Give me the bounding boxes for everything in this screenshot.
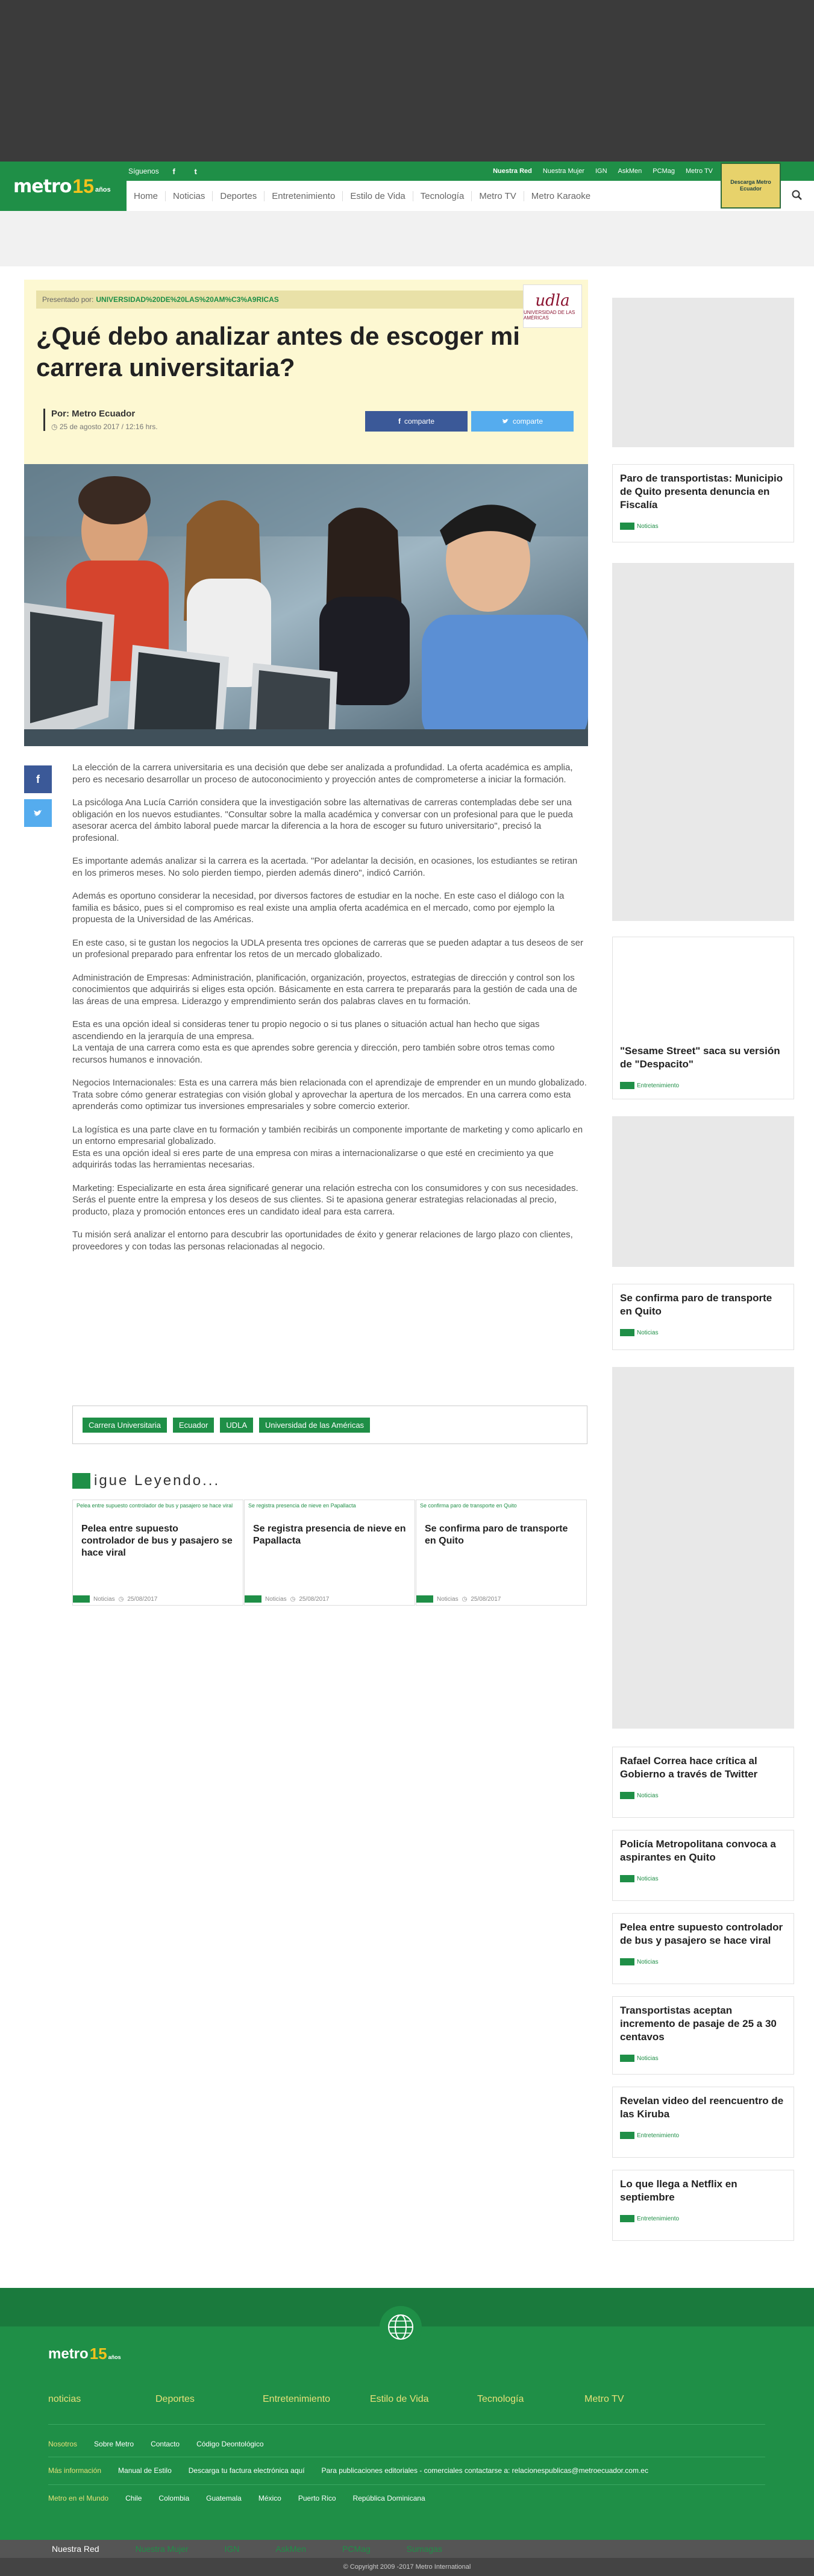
- related-date: 25/08/2017: [471, 1595, 501, 1603]
- sponsor-logo-main: udla: [535, 292, 570, 310]
- footer-row-label: Nosotros: [48, 2440, 78, 2448]
- main-nav: [127, 181, 598, 211]
- nav-item-deportes[interactable]: Deportes: [213, 191, 265, 201]
- sponsor-logo-sub: UNIVERSIDAD DE LAS AMÉRICAS: [524, 310, 575, 321]
- site-logo[interactable]: [0, 162, 127, 211]
- sidebar-card-title: Lo que llega a Netflix en septiembre: [620, 2178, 737, 2203]
- footer-category-link[interactable]: noticias: [48, 2394, 81, 2404]
- nav-item-estilo-de-vida[interactable]: Estilo de Vida: [343, 191, 413, 201]
- tag-link[interactable]: Universidad de las Américas: [259, 1418, 370, 1433]
- twitter-icon: [502, 418, 509, 424]
- nav-item-entretenimiento[interactable]: Entretenimiento: [265, 191, 343, 201]
- sidebar-ad: [612, 1367, 794, 1729]
- article-paragraph: La psicóloga Ana Lucía Carrión considera que la investigación sobre las alternativas de carreras contempladas debe ser una obligación en los nuevos estudiantes. "Consultar sobre la malla académica y conversar con un profesional para que le pueda asesorar acerca del ámbito laboral puede marcar la diferencia a la hora de escoger su futuro universitario", precisó la profesional.: [72, 797, 573, 843]
- tag-link[interactable]: UDLA: [220, 1418, 253, 1433]
- sidebar-card-title: Pelea entre supuesto controlador de bus y pasajero se hace viral: [620, 1921, 783, 1946]
- footer-row-label: Metro en el Mundo: [48, 2494, 109, 2502]
- side-share-twitter[interactable]: [24, 799, 52, 827]
- article-paragraph: Administración de Empresas: Administración, planificación, organización, proyectos, estrategias de dirección y control son los conocimientos que adquirirás si eliges esta opción. Básicamente en esta carrera te prepararás para la gestión de cada una de las áreas de una empresa. Liderazgo y emprendimiento serán dos palabras claves en tu formación.: [72, 972, 578, 1007]
- related-category: Noticias: [437, 1595, 459, 1603]
- share-facebook-label: comparte: [404, 417, 435, 426]
- sidebar-card-category-label: Noticias: [637, 1329, 659, 1336]
- sidebar-card[interactable]: [612, 937, 794, 1099]
- sidebar-card[interactable]: [612, 1830, 794, 1901]
- presented-label: Presentado por:: [42, 295, 94, 304]
- clock-icon: ◷: [462, 1595, 468, 1603]
- footer-link[interactable]: Puerto Rico: [298, 2494, 336, 2502]
- footer-category-link[interactable]: Entretenimiento: [263, 2394, 331, 2404]
- related-date: 25/08/2017: [299, 1595, 330, 1603]
- sidebar-card-category-label: Entretenimiento: [637, 2215, 680, 2222]
- tag-link[interactable]: Ecuador: [173, 1418, 214, 1433]
- network-link[interactable]: Metro TV: [685, 168, 713, 175]
- promo-banner[interactable]: [721, 163, 781, 209]
- network-bar-link[interactable]: Nuestra Mujer: [135, 2544, 189, 2554]
- sidebar-ad: [612, 563, 794, 921]
- related-meta: [416, 1595, 501, 1603]
- network-bar-link[interactable]: Nuestra Red: [52, 2544, 99, 2554]
- facebook-icon[interactable]: f: [172, 166, 175, 176]
- top-ad-area: [0, 0, 814, 162]
- article-paragraph: Marketing: Especializarte en esta área significaré generar una relación estrecha con los consumidores y con sus necesidades. Serás el puente entre la empresa y los deseos de sus clientes. Si te apasiona generar estrategias relacionadas al precio, producto, plaza y promoción entonces eres un candidato ideal para esta carrera.: [72, 1183, 578, 1217]
- article-paragraph: La elección de la carrera universitaria es una decisión que debe ser analizada a profundidad. La oferta académica es amplia, pero es necesario desarrollar un proceso de autoconocimiento y proyección antes de comprometerse a iniciar la formación.: [72, 762, 573, 785]
- article-paragraph: La logística es una parte clave en tu formación y también recibirás un componente importante de marketing y como aplicarlo en un entorno empresarial globalizado. Esta es una opción ideal si eres parte de una empresa con miras a internacionalizarse o que esté en crecimiento ya que adquirirás todas las herramientas necesarias.: [72, 1124, 583, 1170]
- footer-categories: [48, 2394, 692, 2405]
- sidebar-card-category: [620, 1329, 786, 1336]
- sidebar-card[interactable]: [612, 1913, 794, 1984]
- footer-row-mundo: [48, 2494, 425, 2502]
- article-header: [24, 280, 588, 464]
- footer-link[interactable]: República Dominicana: [352, 2494, 425, 2502]
- sidebar-card-category-label: Noticias: [637, 523, 659, 530]
- sidebar-card-category: [620, 2132, 786, 2139]
- nav-item-metro-karaoke[interactable]: Metro Karaoke: [531, 190, 591, 201]
- category-chip: [620, 1958, 634, 1965]
- sidebar-card-category-label: Noticias: [637, 2055, 659, 2062]
- footer-divider: [48, 2424, 765, 2425]
- share-twitter-button[interactable]: [471, 411, 574, 432]
- sidebar-card-category-label: Noticias: [637, 1875, 659, 1882]
- nav-item-home[interactable]: Home: [127, 191, 166, 201]
- footer-logo[interactable]: [48, 2345, 121, 2363]
- related-meta: [73, 1595, 157, 1603]
- share-facebook-button[interactable]: [365, 411, 468, 432]
- sidebar-ad: [612, 1116, 794, 1267]
- tag-link[interactable]: Carrera Universitaria: [83, 1418, 167, 1433]
- article-paragraph: Esta es una opción ideal si consideras tener tu propio negocio o si tus planes o situación actual han hecho que sigas ascendiendo en la jerarquía de una empresa. La ventaja de una carrera como esta es que aprendes sobre gerencia y dirección, pero también sobre otros temas como recursos humanos e innovación.: [72, 1019, 555, 1065]
- twitter-icon: [33, 809, 43, 817]
- article-date-text: 25 de agosto 2017 / 12:16 hrs.: [59, 423, 158, 431]
- related-heading-text: igue Leyendo...: [94, 1472, 221, 1489]
- related-card[interactable]: [72, 1500, 243, 1606]
- facebook-icon: f: [398, 417, 401, 426]
- category-chip: [620, 523, 634, 530]
- sidebar-card[interactable]: [612, 1747, 794, 1818]
- sidebar-card[interactable]: [612, 2087, 794, 2158]
- network-link[interactable]: PCMag: [653, 168, 675, 175]
- nav-item-tecnologia[interactable]: Tecnología: [413, 191, 472, 201]
- footer-link[interactable]: Descarga tu factura electrónica aquí: [188, 2466, 305, 2475]
- sidebar-card-title: Revelan video del reencuentro de las Kiruba: [620, 2095, 784, 2120]
- category-chip: [73, 1595, 90, 1603]
- logo-suffix: años: [95, 186, 111, 193]
- presented-sponsor[interactable]: UNIVERSIDAD%20DE%20LAS%20AM%C3%A9RICAS: [96, 295, 279, 304]
- footer-link[interactable]: Para publicaciones editoriales - comerciales contactarse a: relacionespublicas@metroecuador.com.ec: [321, 2466, 648, 2475]
- footer-link[interactable]: Sobre Metro: [94, 2440, 134, 2448]
- promo-text: Descarga Metro Ecuador: [730, 179, 771, 192]
- logo-text: metro: [13, 175, 72, 197]
- article-paragraph: Además es oportuno considerar la necesidad, por diversos factores de estudiar en la noche. En este caso el diálogo con la familia es básico, pues si el compromiso es real existe una amplia oferta académica en el mercado, como por ejemplo la propuesta de la Universidad de las Américas.: [72, 891, 565, 925]
- footer-logo-suffix: años: [108, 2354, 121, 2360]
- clock-icon: ◷: [118, 1595, 124, 1603]
- sidebar-card-category: [620, 1792, 786, 1799]
- category-chip: [620, 1329, 634, 1336]
- site-footer: [0, 2288, 814, 2568]
- category-chip: [416, 1595, 433, 1603]
- facebook-icon: f: [36, 773, 40, 785]
- footer-link[interactable]: Colombia: [158, 2494, 190, 2502]
- category-chip: [620, 2132, 634, 2139]
- clock-icon: ◷: [51, 423, 60, 431]
- sidebar-card-category: [620, 2055, 786, 2062]
- related-title: Se registra presencia de nieve en Papallacta: [253, 1524, 406, 1546]
- related-meta: [245, 1595, 329, 1603]
- article-paragraph: Negocios Internacionales: Esta es una carrera más bien relacionada con el aprendizaje de emprender en un mundo globalizado. Trata sobre cómo generar estrategias con visión global y aprovechar la apertura de los mercados. En una carrera como esta aprenderás como optimizar tus inversiones empresariales y sobre comercio exterior.: [72, 1078, 587, 1111]
- sidebar-card[interactable]: [612, 1996, 794, 2075]
- nav-item-metro-tv[interactable]: Metro TV: [472, 191, 524, 201]
- sidebar-card[interactable]: [612, 2170, 794, 2241]
- copyright: © Copyright 2009 -2017 Metro International: [0, 2558, 814, 2576]
- sidebar-card-title: Se confirma paro de transporte en Quito: [620, 1292, 772, 1317]
- sidebar-card-category: [620, 1082, 786, 1089]
- article-title: ¿Qué debo analizar antes de escoger mi carrera universitaria?: [36, 322, 520, 382]
- network-link[interactable]: Nuestra Mujer: [542, 168, 584, 175]
- sidebar-card-title: Rafael Correa hace crítica al Gobierno a través de Twitter: [620, 1755, 758, 1780]
- network-links: [493, 162, 713, 181]
- related-title: Se confirma paro de transporte en Quito: [425, 1524, 568, 1546]
- footer-row-nosotros: [48, 2440, 264, 2448]
- network-bar-link[interactable]: Sumagas: [406, 2544, 442, 2554]
- related-kicker: Pelea entre supuesto controlador de bus y pasajero se hace viral: [77, 1503, 233, 1509]
- follow-label: Síguenos: [128, 167, 159, 175]
- ad-band: [0, 211, 814, 266]
- search-icon[interactable]: [791, 189, 803, 201]
- related-card[interactable]: [244, 1500, 415, 1606]
- related-title: Pelea entre supuesto controlador de bus y pasajero se hace viral: [81, 1524, 233, 1558]
- footer-divider: [48, 2484, 765, 2485]
- article-paragraph: Tu misión será analizar el entorno para descubrir las oportunidades de éxito y generar relaciones de largo plazo con clientes, proveedores y con todas las personas relacionadas al negocio.: [72, 1230, 573, 1252]
- sidebar-card-category-label: Entretenimiento: [637, 2132, 680, 2139]
- footer-link[interactable]: Chile: [125, 2494, 142, 2502]
- category-chip: [620, 1875, 634, 1882]
- network-link[interactable]: IGN: [595, 168, 607, 175]
- presented-by-bar: [36, 291, 542, 309]
- logo-number: 15: [72, 175, 94, 197]
- twitter-icon[interactable]: t: [194, 166, 197, 176]
- site-header: [0, 162, 814, 211]
- article-paragraph: En este caso, si te gustan los negocios la UDLA presenta tres opciones de carreras que se pueden adaptar a tus deseos de ser un profesional preparado para enfrentar los retos de un mercado globalizado.: [72, 937, 584, 960]
- sidebar-card[interactable]: [612, 464, 794, 542]
- globe-icon: [380, 2306, 422, 2348]
- sidebar-card-category-label: Noticias: [637, 1792, 659, 1799]
- sidebar-card-category-label: Noticias: [637, 1958, 659, 1965]
- social-links: [128, 162, 202, 181]
- related-date: 25/08/2017: [127, 1595, 158, 1603]
- sidebar-card-title: Paro de transportistas: Municipio de Quito presenta denuncia en Fiscalía: [620, 473, 783, 510]
- category-chip: [245, 1595, 261, 1603]
- sidebar-card-category: [620, 523, 786, 530]
- footer-link[interactable]: Guatemala: [206, 2494, 242, 2502]
- sidebar-card-category: [620, 1875, 786, 1882]
- heading-mark: [72, 1473, 90, 1489]
- network-link[interactable]: Nuestra Red: [493, 168, 532, 175]
- nav-item-noticias[interactable]: Noticias: [166, 191, 213, 201]
- network-bar-link[interactable]: AskMen: [275, 2544, 306, 2554]
- related-kicker: Se registra presencia de nieve en Papallacta: [248, 1503, 356, 1509]
- hero-image: [24, 464, 588, 746]
- related-category: Noticias: [265, 1595, 287, 1603]
- network-bar-link[interactable]: PCMag: [342, 2544, 371, 2554]
- category-chip: [620, 2055, 634, 2062]
- article-date: [51, 423, 158, 431]
- sidebar-card-category-label: Entretenimiento: [637, 1082, 680, 1089]
- sidebar-card-category: [620, 2215, 786, 2222]
- footer-link[interactable]: México: [258, 2494, 281, 2502]
- byline: [43, 409, 158, 431]
- footer-logo-text: metro: [48, 2345, 89, 2362]
- footer-category-link[interactable]: Tecnología: [477, 2394, 524, 2404]
- related-category: Noticias: [93, 1595, 115, 1603]
- sponsor-logo[interactable]: [523, 284, 582, 328]
- sidebar-card-title: "Sesame Street" saca su versión de "Despacito": [620, 1045, 780, 1070]
- category-chip: [620, 1792, 634, 1799]
- network-bar: [0, 2540, 814, 2558]
- footer-category-link[interactable]: Estilo de Vida: [370, 2394, 429, 2404]
- footer-row-mas-info: [48, 2466, 648, 2475]
- sidebar-card-category: [620, 1958, 786, 1965]
- side-share-facebook[interactable]: [24, 765, 52, 793]
- footer-link[interactable]: Contacto: [151, 2440, 180, 2448]
- tags-box: [72, 1406, 587, 1444]
- sidebar-ad: [612, 298, 794, 447]
- related-heading: [72, 1472, 220, 1490]
- footer-row-label: Más información: [48, 2466, 102, 2475]
- related-card[interactable]: [416, 1500, 587, 1606]
- network-bar-link[interactable]: IGN: [224, 2544, 240, 2554]
- article-author: Por: Metro Ecuador: [51, 409, 136, 419]
- footer-link[interactable]: Manual de Estilo: [118, 2466, 172, 2475]
- network-link[interactable]: AskMen: [618, 168, 642, 175]
- sidebar-card[interactable]: [612, 1284, 794, 1350]
- sidebar-card-title: Transportistas aceptan incremento de pasaje de 25 a 30 centavos: [620, 2005, 777, 2043]
- footer-category-link[interactable]: Metro TV: [584, 2394, 624, 2404]
- category-chip: [620, 2215, 634, 2222]
- footer-category-link[interactable]: Deportes: [155, 2394, 195, 2404]
- related-kicker: Se confirma paro de transporte en Quito: [420, 1503, 517, 1509]
- article-body: [72, 762, 587, 1264]
- sidebar-card-title: Policía Metropolitana convoca a aspirantes en Quito: [620, 1838, 776, 1863]
- footer-logo-number: 15: [89, 2345, 107, 2363]
- article-paragraph: Es importante además analizar si la carrera es la acertada. "Por adelantar la decisión, en ocasiones, los estudiantes se retiran en los primeros meses. No solo pierden tiempo, pierden además dinero", indicó Carrión.: [72, 856, 578, 878]
- footer-link[interactable]: Código Deontológico: [196, 2440, 264, 2448]
- category-chip: [620, 1082, 634, 1089]
- clock-icon: ◷: [290, 1595, 296, 1603]
- share-twitter-label: comparte: [512, 417, 543, 426]
